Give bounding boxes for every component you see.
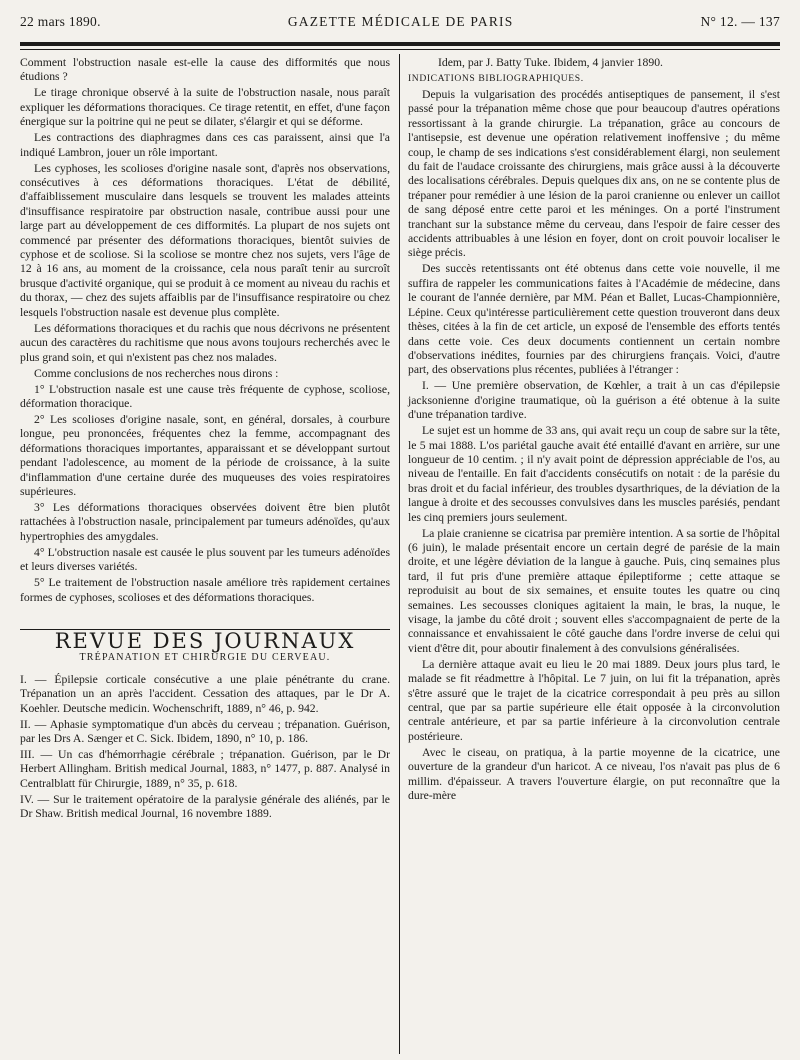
conclusion-item: 2° Les scolioses d'origine nasale, sont, en général, dorsales, à courbure longue, peu prononcées, fréquentes chez la femme, accompagnant des déformations thoraciques importantes, apparaissant et se développant surtout pendant l'adolescence, au moment de la période de croissance, à la suite d'inflammation d'une certaine durée des muqueuses des voies respiratoires supérieures. <box>20 412 390 498</box>
conclusion-item: 5° Le traitement de l'obstruction nasale améliore très rapidement certaines formes de cyphoses, scolioses et des déformations thoraciques. <box>20 576 390 604</box>
journal-title: GAZETTE MÉDICALE DE PARIS <box>287 14 514 29</box>
paragraph: Des succès retentissants ont été obtenus dans cette voie nouvelle, il me suffira de rappeler les communications faites à l'Académie de médecine, dans le courant de l'année dernière, par MM. Péan et Ballet, Lucas-Championnière, Lépine. Ceux qu'intéresse particulièrement cette question trouveront dans deux thèses, citées à la fin de cet article, un exposé de l'ensemble des efforts tentés dans cette voie. Ces deux documents contiennent un certain nombre d'observations inédites, fournies par des chirurgiens français. Voici, d'autre part, des observations plus récentes, publiées à l'étranger : <box>408 262 780 377</box>
conclusion-item: 3° Les déformations thoraciques observées doivent être bien plutôt rattachées à l'obstruction nasale, principalement par tumeurs adénoïdes, qu'aux hypertrophies des amygdales. <box>20 500 390 543</box>
paragraph: Les contractions des diaphragmes dans ces cas paraissent, ainsi que l'a indiqué Lambron, jouer un rôle important. <box>20 131 390 159</box>
paragraph: Le tirage chronique observé à la suite de l'obstruction nasale, nous paraît expliquer les déformations thoraciques. Ce tirage retentit, en effet, d'une façon énergique sur la poitrine qui ne peut se dilater, s'élargir et qui se déforme. <box>20 86 390 129</box>
right-column <box>408 56 780 805</box>
conclusion-item: 4° L'obstruction nasale est causée le plus souvent par les tumeurs adénoïdes et leurs diverses variétés. <box>20 545 390 574</box>
running-header <box>20 14 780 34</box>
paragraph: Depuis la vulgarisation des procédés antiseptiques de pansement, il s'est passé pour la trépanation même chose que pour beaucoup d'autres opérations ressortissant à la grande chirurgie. La trépanation, grâce au concours de l'antisepsie, est devenue une opération relativement inoffensive ; du même coup, le champ de ses indications s'est considérablement élargi, non seulement du fait de l'audace croissante des chirurgiens, mais grâce aussi à la découverte des localisations cérébrales. Depuis quelques dix ans, on ne se contente plus de trépaner pour remédier à une lésion de la paroi cranienne ou enlever un caillot de sang déposé entre cette paroi et les méninges. On a porté l'instrument tranchant sur la substance même du cerveau, dans l'espoir de faire cesser des accidents attribuables à une lésion en foyer, dont on croit pouvoir localiser le siège précis. <box>408 88 780 260</box>
bibliography-entry: II. — Aphasie symptomatique d'un abcès du cerveau ; trépanation. Guérison, par les Drs A. Sænger et C. Sick. Ibidem, 1890, n° 10, p. 186. <box>20 717 390 745</box>
section-title: REVUE DES JOURNAUX <box>54 628 356 653</box>
header-rule-thick <box>20 42 780 46</box>
bibliography-entry: III. — Un cas d'hémorrhagie cérébrale ; trépanation. Guérison, par le Dr Herbert Allingham. British medical Journal, 1883, n° 1477, p. 887. Analysé in Centralblatt für Chirurgie, 1889, n° 35, p. 618. <box>20 748 390 790</box>
section-subtitle: TRÉPANATION ET CHIRURGIE DU CERVEAU. <box>79 652 331 664</box>
paragraph: Comme conclusions de nos recherches nous dirons : <box>34 366 279 380</box>
left-column <box>20 56 390 823</box>
paragraph: Le sujet est un homme de 33 ans, qui avait reçu un coup de sabre sur la tête, le 5 mai 1888. L'os pariétal gauche avait été entaillé d'avant en arrière, sur une longueur de 10 centim. ; il n'y avait point de dépression appréciable de l'os, au niveau de l'entaille. En fait d'accidents consécutifs on notait : de la parésie du bras droit et du facial inférieur, des troubles dysarthriques, de la déviation de la langue à droite et des secousses convulsives dans les muscles parésiés, pendant les cinq premiers jours seulement. <box>408 424 780 524</box>
bibliography-entry: I. — Épilepsie corticale consécutive a une plaie pénétrante du crane. Trépanation un an après l'accident. Cessation des attaques, par le Dr A. Koehler. Deutsche medicin. Wochenschrift, 1889, n° 46, p. 942. <box>20 672 390 715</box>
paragraph: I. — Une première observation, de Kœhler, a trait à un cas d'épilepsie jacksonienne d'origine traumatique, où la guérison a été obtenue à la suite d'une trépanation tardive. <box>408 379 780 422</box>
header-date: 22 mars 1890. <box>20 14 101 29</box>
header-rule-thin <box>20 49 780 50</box>
bibliographic-indications-heading: INDICATIONS BIBLIOGRAPHIQUES. <box>408 73 584 84</box>
paragraph: Avec le ciseau, on pratiqua, à la partie moyenne de la cicatrice, une ouverture de la grandeur d'un haricot. A ce niveau, l'os n'avait pas plus de 6 millim. d'épaisseur. A travers l'ouverture élargie, on put reconnaître que la dure-mère <box>408 745 780 803</box>
paragraph: La plaie cranienne se cicatrisa par première intention. A sa sortie de l'hôpital (6 juin), le malade présentait encore un certain degré de parésie de la main droite, et une légère déviation de la langue à gauche. Puis, cinq semaines plus tard, il fut pris d'une première attaque épileptiforme ; cette attaque se reproduisit au bout de six semaines, et ensuite toutes les quatre ou cinq semaines. Les secousses cloniques agitaient la main, le bras, la nuque, le visage, la jambe du côté droit ; souvent elles s'accompagnaient de perte de la connaissance et envahissaient le côté gauche dans l'ordre inverse de celui qui vient d'être dit, pour aboutir finalement à des convulsions généralisées. <box>408 526 780 655</box>
paragraph: Les cyphoses, les scolioses d'origine nasale sont, d'après nos observations, consécutives à ces déformations thoraciques. L'état de débilité, d'affaiblissement musculaire dans lesquels se trouvent les malades atteints d'insuffisance respiratoire par obstruction nasale, contribue aussi pour une large part au développement de ces difformités. La plupart de nos sujets ont commencé par présenter des déformations thoraciques, bientôt suivies de cyphose et de scoliose. Si la scoliose se montre chez nos sujets, vers l'âge de 12 à 16 ans, au moment de la croissance, cela nous paraît tenir au surcroît brusque d'activité organique, qui se produit à ce moment au niveau du rachis et du thorax, — chez des sujets affaiblis par de l'insuffisance respiratoire ou chez lesquels l'obstruction nasale est devenue plus complète. <box>20 161 390 319</box>
bibliography-entry-continued: Idem, par J. Batty Tuke. Ibidem, 4 janvier 1890. <box>438 56 663 69</box>
paragraph: Comment l'obstruction nasale est-elle la cause des difformités que nous étudions ? <box>20 56 390 84</box>
issue-page-number: N° 12. — 137 <box>700 14 780 29</box>
bibliography-entry: IV. — Sur le traitement opératoire de la paralysie générale des aliénés, par le Dr Shaw. British medical Journal, 16 novembre 1889. <box>20 792 390 821</box>
paragraph: Les déformations thoraciques et du rachis que nous décrivons ne présentent aucun des caractères du rachitisme que nous avons toujours recherchés avec le plus grand soin, et qui n'existent pas chez nos malades. <box>20 321 390 364</box>
paragraph: La dernière attaque avait eu lieu le 20 mai 1889. Deux jours plus tard, le malade se fit réadmettre à l'hôpital. Le 7 juin, on lui fit la trépanation, après s'être assuré que le trajet de la cicatrice correspondait à peu près au sillon central, que par sa partie supérieure elle était opposée à la circonvolution centrale antérieure, et par sa partie inférieure à la circonvolution centrale postérieure. <box>408 657 780 743</box>
column-divider <box>399 54 400 1054</box>
conclusion-item: 1° L'obstruction nasale est une cause très fréquente de cyphose, scoliose, déformation thoracique. <box>20 382 390 410</box>
